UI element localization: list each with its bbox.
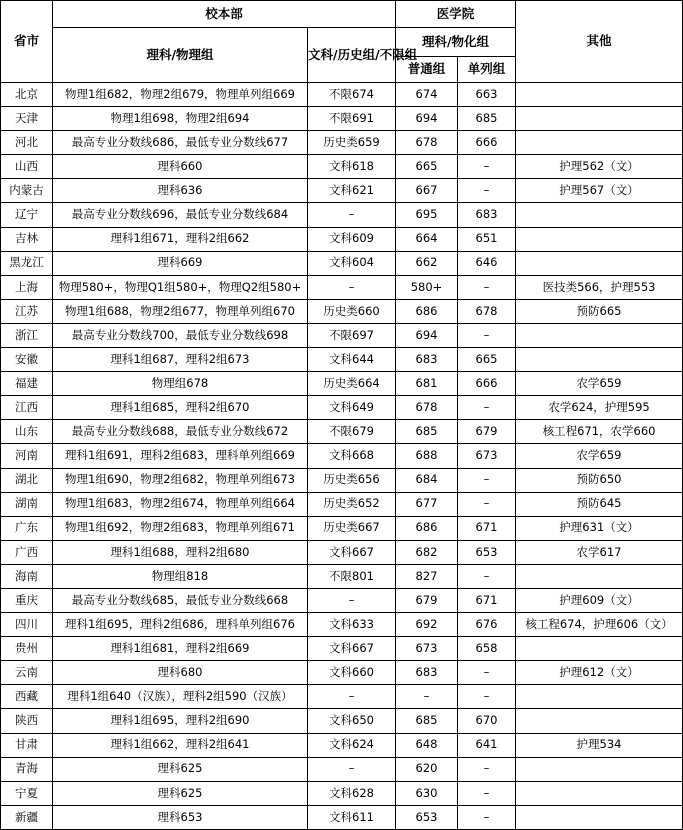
cell-arts-history: 不限801 [308, 564, 396, 588]
cell-arts-history: – [308, 203, 396, 227]
cell-science-physics: 物理1组688，物理2组677，物理单列组670 [53, 299, 308, 323]
table-row [1, 251, 683, 275]
cell-med-separate: 671 [458, 516, 516, 540]
cell-arts-history: 历史类667 [308, 516, 396, 540]
cell-med-regular: 685 [396, 420, 458, 444]
cell-other [516, 203, 683, 227]
cell-med-regular: 662 [396, 251, 458, 275]
cell-province: 云南 [1, 661, 53, 685]
header-main-campus: 校本部 [53, 1, 396, 28]
table-row [1, 396, 683, 420]
cell-other: 预防645 [516, 492, 683, 516]
cell-med-separate: – [458, 757, 516, 781]
cell-med-separate: 685 [458, 107, 516, 131]
cell-med-regular: 664 [396, 227, 458, 251]
cell-science-physics: 物理组818 [53, 564, 308, 588]
cell-med-separate: 666 [458, 131, 516, 155]
cell-province: 福建 [1, 372, 53, 396]
table-row [1, 492, 683, 516]
cell-other [516, 323, 683, 347]
cell-arts-history: 历史类656 [308, 468, 396, 492]
cell-med-separate: 653 [458, 540, 516, 564]
cell-arts-history: 不限674 [308, 83, 396, 107]
cell-science-physics: 物理1组682，物理2组679，物理单列组669 [53, 83, 308, 107]
cell-science-physics: 最高专业分数线700，最低专业分数线698 [53, 323, 308, 347]
table-row [1, 227, 683, 251]
cell-arts-history: 文科644 [308, 348, 396, 372]
cell-other: 预防665 [516, 299, 683, 323]
header-province: 省市 [1, 1, 53, 83]
cell-arts-history: 文科660 [308, 661, 396, 685]
cell-science-physics: 理科1组691，理科2组683，理科单列组669 [53, 444, 308, 468]
cell-med-separate: – [458, 179, 516, 203]
cell-arts-history: 不限697 [308, 323, 396, 347]
cell-arts-history: 文科650 [308, 709, 396, 733]
cell-arts-history: 不限691 [308, 107, 396, 131]
cell-province: 湖北 [1, 468, 53, 492]
table-row [1, 348, 683, 372]
cell-med-separate: 678 [458, 299, 516, 323]
cell-med-regular: 683 [396, 661, 458, 685]
cell-science-physics: 理科636 [53, 179, 308, 203]
cell-science-physics: 理科1组695，理科2组686，理科单列组676 [53, 613, 308, 637]
cell-med-regular: 684 [396, 468, 458, 492]
cell-arts-history: 文科604 [308, 251, 396, 275]
table-row [1, 107, 683, 131]
cell-science-physics: 物理1组698，物理2组694 [53, 107, 308, 131]
cell-med-regular: 683 [396, 348, 458, 372]
cell-med-separate: – [458, 685, 516, 709]
cell-science-physics: 物理1组692，物理2组683，物理单列组671 [53, 516, 308, 540]
cell-med-separate: – [458, 275, 516, 299]
cell-med-regular: 679 [396, 588, 458, 612]
cell-province: 上海 [1, 275, 53, 299]
cell-province: 山东 [1, 420, 53, 444]
table-row [1, 733, 683, 757]
cell-med-separate: 670 [458, 709, 516, 733]
cell-science-physics: 最高专业分数线685，最低专业分数线668 [53, 588, 308, 612]
cell-science-physics: 理科1组662，理科2组641 [53, 733, 308, 757]
cell-arts-history: 文科633 [308, 613, 396, 637]
cell-med-regular: 630 [396, 781, 458, 805]
cell-province: 西藏 [1, 685, 53, 709]
cell-med-separate: 679 [458, 420, 516, 444]
cell-science-physics: 理科660 [53, 155, 308, 179]
cell-arts-history: 文科618 [308, 155, 396, 179]
cell-other: 预防650 [516, 468, 683, 492]
cell-science-physics: 物理1组683，物理2组674，物理单列组664 [53, 492, 308, 516]
cell-province: 重庆 [1, 588, 53, 612]
cell-province: 辽宁 [1, 203, 53, 227]
cell-science-physics: 物理580+，物理Q1组580+，物理Q2组580+ [53, 275, 308, 299]
cell-med-separate: 641 [458, 733, 516, 757]
cell-province: 青海 [1, 757, 53, 781]
cell-other: 农学659 [516, 444, 683, 468]
cell-science-physics: 理科625 [53, 757, 308, 781]
table-row [1, 709, 683, 733]
cell-med-regular: 695 [396, 203, 458, 227]
cell-med-separate: – [458, 805, 516, 829]
cell-med-separate: – [458, 396, 516, 420]
cell-other [516, 805, 683, 829]
cell-province: 内蒙古 [1, 179, 53, 203]
cell-med-separate: – [458, 155, 516, 179]
cell-arts-history: – [308, 588, 396, 612]
table-row [1, 203, 683, 227]
cell-science-physics: 理科653 [53, 805, 308, 829]
cell-province: 湖南 [1, 492, 53, 516]
cell-arts-history: – [308, 275, 396, 299]
table-row [1, 637, 683, 661]
cell-other [516, 83, 683, 107]
table-row [1, 468, 683, 492]
cell-science-physics: 理科1组671，理科2组662 [53, 227, 308, 251]
table-row [1, 588, 683, 612]
cell-other: 护理612（文） [516, 661, 683, 685]
cell-arts-history: – [308, 757, 396, 781]
cell-other: 护理567（文） [516, 179, 683, 203]
cell-arts-history: 文科668 [308, 444, 396, 468]
cell-other: 护理534 [516, 733, 683, 757]
cell-arts-history: 文科621 [308, 179, 396, 203]
table-row [1, 805, 683, 829]
cell-province: 山西 [1, 155, 53, 179]
cell-med-regular: 682 [396, 540, 458, 564]
cell-science-physics: 物理组678 [53, 372, 308, 396]
cell-province: 江西 [1, 396, 53, 420]
table-row [1, 540, 683, 564]
cell-arts-history: 历史类652 [308, 492, 396, 516]
cell-science-physics: 最高专业分数线686，最低专业分数线677 [53, 131, 308, 155]
cell-province: 浙江 [1, 323, 53, 347]
cell-province: 河北 [1, 131, 53, 155]
cell-other [516, 637, 683, 661]
cell-med-regular: 688 [396, 444, 458, 468]
table-row [1, 444, 683, 468]
cell-other [516, 781, 683, 805]
table-row [1, 685, 683, 709]
cell-arts-history: 文科609 [308, 227, 396, 251]
cell-med-separate: 676 [458, 613, 516, 637]
cell-science-physics: 理科1组695，理科2组690 [53, 709, 308, 733]
cell-province: 甘肃 [1, 733, 53, 757]
cell-other: 医技类566，护理553 [516, 275, 683, 299]
cell-med-separate: – [458, 323, 516, 347]
cell-science-physics: 最高专业分数线688，最低专业分数线672 [53, 420, 308, 444]
cell-other [516, 757, 683, 781]
cell-med-regular: 685 [396, 709, 458, 733]
cell-med-regular: 665 [396, 155, 458, 179]
cell-science-physics: 理科625 [53, 781, 308, 805]
cell-science-physics: 理科1组688，理科2组680 [53, 540, 308, 564]
cell-med-separate: 683 [458, 203, 516, 227]
cell-med-separate: – [458, 564, 516, 588]
cell-other: 护理609（文） [516, 588, 683, 612]
cell-med-regular: 653 [396, 805, 458, 829]
cell-other [516, 348, 683, 372]
cell-med-separate: – [458, 468, 516, 492]
header-other: 其他 [516, 1, 683, 83]
cell-science-physics: 理科1组685，理科2组670 [53, 396, 308, 420]
cell-med-separate: 671 [458, 588, 516, 612]
cell-science-physics: 理科1组640（汉族），理科2组590（汉族） [53, 685, 308, 709]
table-row [1, 661, 683, 685]
cell-other: 护理631（文） [516, 516, 683, 540]
cell-other [516, 227, 683, 251]
cell-med-regular: 686 [396, 516, 458, 540]
cell-med-regular: 620 [396, 757, 458, 781]
cell-med-separate: – [458, 661, 516, 685]
cell-med-separate: – [458, 492, 516, 516]
cell-med-separate: – [458, 781, 516, 805]
cell-med-regular: 692 [396, 613, 458, 637]
cell-other [516, 564, 683, 588]
cell-other [516, 107, 683, 131]
cell-science-physics: 物理1组690，物理2组682，物理单列组673 [53, 468, 308, 492]
table-row [1, 131, 683, 155]
table-row [1, 299, 683, 323]
cell-province: 河南 [1, 444, 53, 468]
table-row [1, 757, 683, 781]
table-body [1, 83, 683, 830]
cell-arts-history: 历史类659 [308, 131, 396, 155]
table-row [1, 613, 683, 637]
cell-province: 吉林 [1, 227, 53, 251]
header-separate-group: 单列组 [458, 57, 516, 83]
cell-other: 农学624，护理595 [516, 396, 683, 420]
cell-province: 新疆 [1, 805, 53, 829]
cell-science-physics: 理科669 [53, 251, 308, 275]
cell-med-separate: 663 [458, 83, 516, 107]
cell-other [516, 709, 683, 733]
cell-arts-history: 文科624 [308, 733, 396, 757]
cell-med-regular: 677 [396, 492, 458, 516]
cell-arts-history: 不限679 [308, 420, 396, 444]
table-row [1, 564, 683, 588]
cell-med-regular: 694 [396, 323, 458, 347]
cell-other: 农学659 [516, 372, 683, 396]
header-science-phys-chem: 理科/物化组 [396, 28, 516, 57]
cell-med-separate: 658 [458, 637, 516, 661]
table-row [1, 372, 683, 396]
cell-arts-history: 文科628 [308, 781, 396, 805]
cell-arts-history: 文科611 [308, 805, 396, 829]
cell-arts-history: – [308, 685, 396, 709]
cell-med-regular: 694 [396, 107, 458, 131]
cell-med-separate: 673 [458, 444, 516, 468]
cell-med-regular: 674 [396, 83, 458, 107]
table-row [1, 781, 683, 805]
cell-other [516, 251, 683, 275]
cell-other: 农学617 [516, 540, 683, 564]
cell-med-regular: 678 [396, 396, 458, 420]
header-medical-school: 医学院 [396, 1, 516, 28]
cell-province: 贵州 [1, 637, 53, 661]
cell-med-separate: 651 [458, 227, 516, 251]
cell-med-regular: 678 [396, 131, 458, 155]
cell-science-physics: 最高专业分数线696，最低专业分数线684 [53, 203, 308, 227]
cell-med-regular: 667 [396, 179, 458, 203]
cell-arts-history: 历史类664 [308, 372, 396, 396]
cell-province: 陕西 [1, 709, 53, 733]
cell-med-regular: 686 [396, 299, 458, 323]
cell-arts-history: 文科667 [308, 637, 396, 661]
cell-med-separate: 665 [458, 348, 516, 372]
cell-med-separate: 666 [458, 372, 516, 396]
cell-province: 海南 [1, 564, 53, 588]
header-arts-history-unlimited: 文科/历史组/不限组 [308, 28, 396, 83]
cell-med-regular: 681 [396, 372, 458, 396]
cell-arts-history: 文科667 [308, 540, 396, 564]
cell-med-regular: – [396, 685, 458, 709]
cell-province: 黑龙江 [1, 251, 53, 275]
table-row [1, 179, 683, 203]
cell-med-regular: 580+ [396, 275, 458, 299]
table-row [1, 83, 683, 107]
cell-province: 广东 [1, 516, 53, 540]
cell-arts-history: 文科649 [308, 396, 396, 420]
cell-science-physics: 理科680 [53, 661, 308, 685]
cell-med-regular: 827 [396, 564, 458, 588]
cell-science-physics: 理科1组687，理科2组673 [53, 348, 308, 372]
cell-province: 广西 [1, 540, 53, 564]
cell-med-regular: 673 [396, 637, 458, 661]
cell-province: 安徽 [1, 348, 53, 372]
cell-other [516, 685, 683, 709]
cell-province: 宁夏 [1, 781, 53, 805]
cell-other: 护理562（文） [516, 155, 683, 179]
cell-other: 核工程674，护理606（文） [516, 613, 683, 637]
cell-province: 江苏 [1, 299, 53, 323]
table-row [1, 420, 683, 444]
cell-province: 四川 [1, 613, 53, 637]
cell-other: 核工程671，农学660 [516, 420, 683, 444]
cell-province: 北京 [1, 83, 53, 107]
table-row [1, 516, 683, 540]
header-science-physics: 理科/物理组 [53, 28, 308, 83]
cell-province: 天津 [1, 107, 53, 131]
table-row [1, 155, 683, 179]
table-row [1, 275, 683, 299]
cell-med-regular: 648 [396, 733, 458, 757]
cell-science-physics: 理科1组681，理科2组669 [53, 637, 308, 661]
table-row [1, 323, 683, 347]
cell-arts-history: 历史类660 [308, 299, 396, 323]
header-regular-group: 普通组 [396, 57, 458, 83]
cell-med-separate: 646 [458, 251, 516, 275]
cell-other [516, 131, 683, 155]
